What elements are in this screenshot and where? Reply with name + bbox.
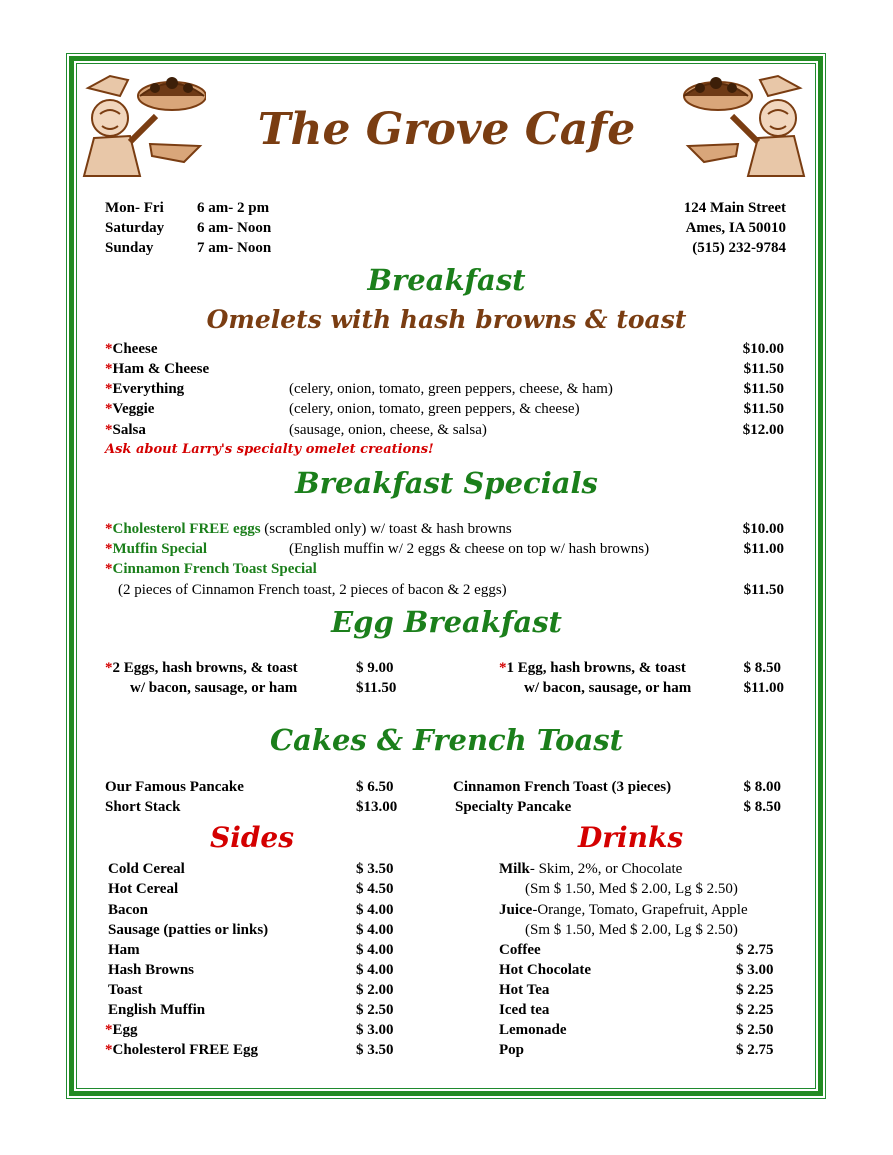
item-price: $ 4.00 (356, 962, 394, 978)
list-item: Toast (108, 982, 143, 998)
specials-heading: Breakfast Specials (295, 466, 598, 500)
list-item: w/ bacon, sausage, or ham (524, 680, 692, 696)
item-sizes: (Sm $ 1.50, Med $ 2.00, Lg $ 2.50) (525, 922, 738, 938)
item-price: $11.50 (743, 582, 784, 598)
hours-day: Mon- Fri (105, 200, 164, 216)
list-item: *Muffin Special (105, 541, 208, 557)
list-item: Hot Tea (499, 982, 550, 998)
list-item: Cold Cereal (108, 861, 185, 877)
list-item: Specialty Pancake (455, 799, 572, 815)
cakes-heading: Cakes & French Toast (270, 723, 623, 757)
item-price: $ 2.75 (736, 1042, 774, 1058)
list-item: Short Stack (105, 799, 181, 815)
item-description: (English muffin w/ 2 eggs & cheese on top w/ hash browns) (289, 541, 650, 557)
item-price: $ 8.00 (743, 779, 781, 795)
item-price: $12.00 (742, 422, 784, 438)
list-item: English Muffin (108, 1002, 206, 1018)
item-price: $11.50 (743, 361, 784, 377)
hours-time: 6 am- 2 pm (197, 200, 270, 216)
list-item: *Veggie (105, 401, 155, 417)
item-price: $10.00 (742, 341, 784, 357)
list-item: Our Famous Pancake (105, 779, 244, 795)
list-item: *Ham & Cheese (105, 361, 210, 377)
item-price: $ 2.00 (356, 982, 394, 998)
item-description: (celery, onion, tomato, green peppers, cheese, & ham) (289, 381, 613, 397)
item-price: $10.00 (742, 521, 784, 537)
item-price: $ 8.50 (743, 799, 781, 815)
list-item: Cinnamon French Toast (3 pieces) (453, 779, 672, 795)
list-item: *Cinnamon French Toast Special (105, 561, 317, 577)
list-item: *Cholesterol FREE Egg (105, 1042, 259, 1058)
item-price: $11.00 (743, 680, 784, 696)
item-price: $ 3.50 (356, 861, 394, 877)
list-item: *1 Egg, hash browns, & toast (499, 660, 686, 676)
list-item: Coffee (499, 942, 541, 958)
item-price: $ 4.50 (356, 881, 394, 897)
list-item: *Cholesterol FREE eggs (scrambled only) w/ toast & hash browns (105, 521, 512, 537)
page-title: The Grove Cafe (257, 104, 636, 155)
list-item: w/ bacon, sausage, or ham (130, 680, 298, 696)
address-street: 124 Main Street (683, 200, 786, 216)
item-price: $ 6.50 (356, 779, 394, 795)
item-price: $ 4.00 (356, 922, 394, 938)
item-price: $11.50 (356, 680, 397, 696)
item-price: $ 2.50 (736, 1022, 774, 1038)
omelets-heading: Omelets with hash browns & toast (206, 305, 687, 334)
list-item: Hot Cereal (108, 881, 179, 897)
item-price: $ 3.00 (356, 1022, 394, 1038)
drinks-heading: Drinks (578, 821, 684, 854)
item-price: $ 8.50 (743, 660, 781, 676)
hours-time: 7 am- Noon (197, 240, 272, 256)
hours-day: Sunday (105, 240, 154, 256)
item-price: $ 9.00 (356, 660, 394, 676)
item-price: $11.50 (743, 401, 784, 417)
list-item: *Everything (105, 381, 185, 397)
item-price: $ 4.00 (356, 942, 394, 958)
list-item: *2 Eggs, hash browns, & toast (105, 660, 298, 676)
hours-day: Saturday (105, 220, 165, 236)
item-description: (celery, onion, tomato, green peppers, & cheese) (289, 401, 580, 417)
address-phone: (515) 232-9784 (692, 240, 786, 256)
item-price: $13.00 (356, 799, 398, 815)
list-item: Bacon (108, 902, 149, 918)
item-price: $ 2.25 (736, 982, 774, 998)
list-item: Iced tea (499, 1002, 550, 1018)
item-description: (sausage, onion, cheese, & salsa) (289, 422, 487, 438)
item-price: $ 3.50 (356, 1042, 394, 1058)
breakfast-heading: Breakfast (367, 263, 526, 297)
list-item: Sausage (patties or links) (108, 922, 269, 938)
list-item: Lemonade (499, 1022, 567, 1038)
list-item: Ham (108, 942, 140, 958)
item-price: $ 4.00 (356, 902, 394, 918)
list-item: Milk- Skim, 2%, or Chocolate (499, 861, 683, 877)
list-item: Pop (499, 1042, 525, 1058)
address-city: Ames, IA 50010 (685, 220, 786, 236)
list-item: Hot Chocolate (499, 962, 592, 978)
item-price: $ 2.25 (736, 1002, 774, 1018)
item-price: $11.00 (743, 541, 784, 557)
list-item: *Salsa (105, 422, 146, 438)
item-price: $ 3.00 (736, 962, 774, 978)
item-price: $11.50 (743, 381, 784, 397)
omelet-note: Ask about Larry's specialty omelet creations! (105, 442, 434, 457)
item-price: $ 2.50 (356, 1002, 394, 1018)
item-price: $ 2.75 (736, 942, 774, 958)
hours-time: 6 am- Noon (197, 220, 272, 236)
egg-breakfast-heading: Egg Breakfast (331, 605, 562, 639)
list-item: Juice-Orange, Tomato, Grapefruit, Apple (499, 902, 748, 918)
list-item: *Cheese (105, 341, 158, 357)
item-description: (2 pieces of Cinnamon French toast, 2 pieces of bacon & 2 eggs) (118, 582, 507, 598)
item-sizes: (Sm $ 1.50, Med $ 2.00, Lg $ 2.50) (525, 881, 738, 897)
list-item: Hash Browns (108, 962, 195, 978)
sides-heading: Sides (210, 821, 295, 854)
list-item: *Egg (105, 1022, 138, 1038)
